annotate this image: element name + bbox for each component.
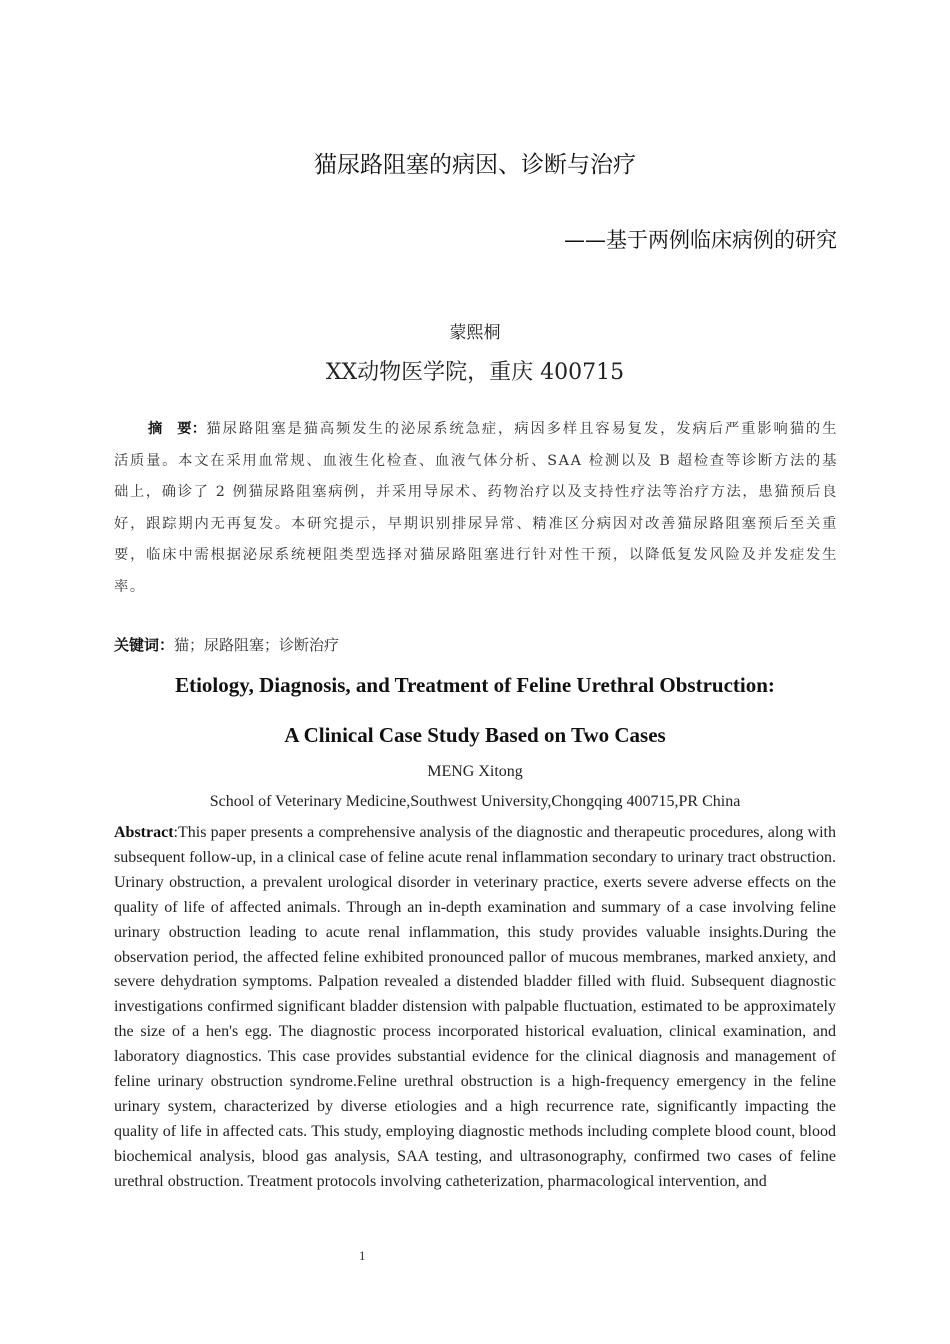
english-affiliation: School of Veterinary Medicine,Southwest University,Chongqing 400715,PR China	[209, 793, 741, 810]
chinese-subtitle: ——基于两例临床病例的研究	[564, 228, 837, 252]
english-abstract-text: :This paper presents a comprehensive analysis of the diagnostic and therapeutic procedures, along with subsequent follow-up, in a clinical case of feline acute renal inflammation secondary to urinary tract obstruction. Urinary obstruction, a prevalent urological disorder in veterinary practice, exerts severe adverse effects on the quality of life of affected animals. Through an in-depth examination and summary of a case involving feline urinary obstruction leading to acute renal inflammation, this study provides valuable insights.During the observation period, the affected feline exhibited pronounced pallor of mucous membranes, marked anxiety, and severe dehydration symptoms. Palpation revealed a distended bladder filled with fluid. Subsequent diagnostic investigations confirmed significant bladder distension with palpable fluctuation, estimated to be approximately the size of a hen's egg. The diagnostic process incorporated historical evaluation, clinical examination, and laboratory diagnostics. This case provides substantial evidence for the clinical diagnosis and management of feline urinary obstruction syndrome.Feline urethral obstruction is a high-frequency emergency in the feline urinary system, characterized by diverse etiologies and a high recurrence rate, significantly impacting the quality of life in affected cats. This study, employing diagnostic methods including complete blood count, blood biochemical analysis, blood gas analysis, SAA testing, and ultrasonography, confirmed two cases of feline urethral obstruction. Treatment protocols involving catheterization, pharmacological intervention, and	[114, 824, 836, 1190]
english-abstract-label: Abstract	[114, 824, 174, 841]
english-abstract	[114, 821, 836, 1195]
chinese-author: 蒙熙桐	[449, 323, 501, 343]
chinese-affiliation: XX动物医学院，重庆 400715	[325, 360, 625, 385]
chinese-title: 猫尿路阻塞的病因、诊断与治疗	[314, 152, 636, 178]
english-title-line-2: A Clinical Case Study Based on Two Cases	[284, 723, 666, 747]
chinese-abstract	[114, 414, 838, 604]
chinese-abstract-label: 摘 要：	[148, 421, 207, 437]
english-author: MENG Xitong	[427, 763, 523, 780]
page-number: 1	[359, 1248, 366, 1263]
chinese-keywords-label: 关键词：	[114, 636, 175, 654]
chinese-keywords-text: 猫；尿路阻塞；诊断治疗	[174, 636, 340, 654]
chinese-abstract-text: 猫尿路阻塞是猫高频发生的泌尿系统急症，病因多样且容易复发，发病后严重影响猫的生活质量。本文在采用血常规、血液生化检查、血液气体分析、SAA 检测以及 B 超检查等诊断方法的基础上，确诊了 2 例猫尿路阻塞病例，并采用导尿术、药物治疗以及支持性疗法等治疗方法，患猫预后良好，跟踪期内无再复发。本研究提示，早期识别排尿异常、精准区分病因对改善猫尿路阻塞预后至关重要，临床中需根据泌尿系统梗阻类型选择对猫尿路阻塞进行针对性干预，以降低复发风险及并发症发生率。	[114, 421, 839, 595]
english-title-line-1: Etiology, Diagnosis, and Treatment of Feline Urethral Obstruction:	[175, 673, 775, 697]
chinese-keywords	[114, 634, 339, 655]
